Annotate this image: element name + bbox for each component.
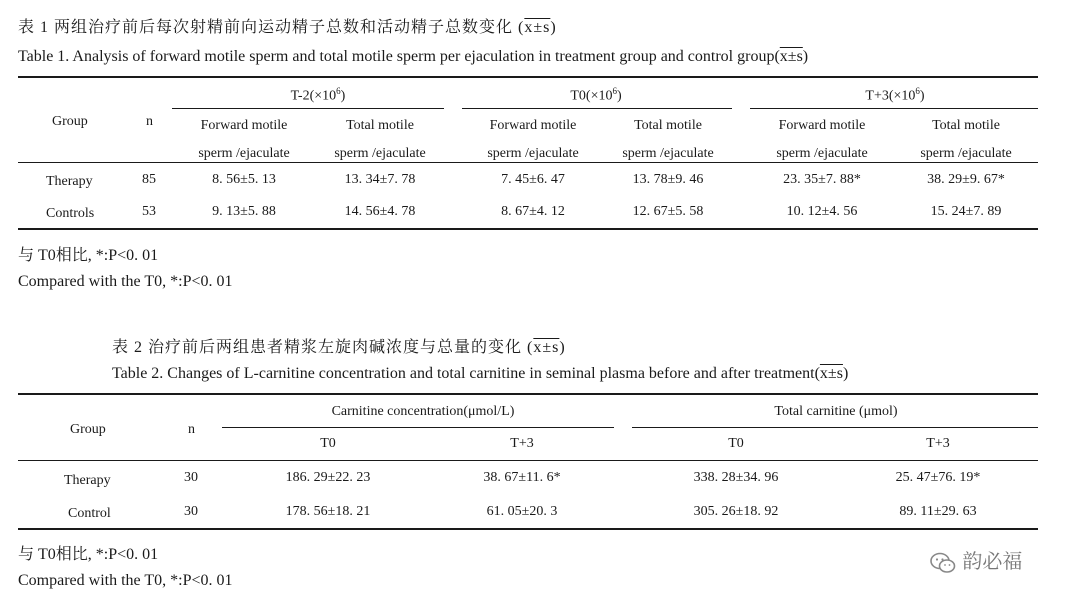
table1-header-rule [18,162,1038,163]
table2-row-n: 30 [184,470,198,485]
table2-sub-t3-a: T+3 [510,436,534,451]
table1-bottom-rule [18,228,1038,230]
wechat-icon [930,549,962,573]
table1-title-cn: 表 1 两组治疗前后每次射精前向运动精子总数和活动精子总数变化 (x±s) [18,19,557,36]
table2-row-n: 30 [184,504,198,519]
table1-cell: 23. 35±7. 88* [783,172,861,187]
table1-row-n: 53 [142,204,156,219]
table1-period-t3: $T+3(\times 10^6)$ [865,86,925,104]
table2-cell: 178. 56±18. 21 [285,504,371,519]
table1-span-rule-2 [462,108,732,109]
table1-sub-tot-3b: sperm /ejaculate [920,146,1012,161]
table1-cell: 14. 56±4. 78 [344,204,416,219]
table1-sub-fwd-2: Forward motile [489,118,577,133]
table2-title-cn: 表 2 治疗前后两组患者精浆左旋肉碱浓度与总量的变化 (x±s) [112,339,566,356]
table2-span-rule-2 [632,427,1038,428]
table1-sub-tot-2: Total motile [634,118,702,133]
table1-cell: 7. 45±6. 47 [501,172,565,187]
table2-bottom-rule [18,528,1038,530]
table1-col-group: Group [52,114,88,129]
table2-cell: 38. 67±11. 6* [483,470,561,485]
table1-cell: 8. 56±5. 13 [212,172,276,187]
table1-note-cn: 与 T0相比, *:P<0. 01 [18,247,159,264]
table2-row-group: Control [68,506,111,521]
table1-sub-tot-1: Total motile [346,118,414,133]
table1-cell: 8. 67±4. 12 [501,204,565,219]
table2-head-conc: Carnitine concentration(μmol/L) [331,404,515,419]
table2-cell: 186. 29±22. 23 [285,470,371,485]
table1-sub-fwd-3b: sperm /ejaculate [776,146,868,161]
table2-header-rule [18,460,1038,461]
table1-note-en: Compared with the T0, *:P<0. 01 [18,273,233,290]
table1-row-n: 85 [142,172,156,187]
table1-cell: 12. 67±5. 58 [632,204,704,219]
table1-period-t0: $T0(\times 10^6)$ [570,86,622,104]
table2-col-group: Group [70,422,106,437]
table2-note-en: Compared with the T0, *:P<0. 01 [18,572,233,589]
table2-sub-t0-b: T0 [728,436,744,451]
table2-head-total: Total carnitine (μmol) [774,404,898,419]
table2-row-group: Therapy [64,473,111,488]
table1-sub-fwd-1b: sperm /ejaculate [198,146,290,161]
table1-period-t-2: $T-2(\times 10^6)$ [290,86,346,104]
table2-top-rule [18,393,1038,395]
table1-row-group: Controls [46,206,95,221]
table2-note-cn: 与 T0相比, *:P<0. 01 [18,546,159,563]
table1-sub-fwd-2b: sperm /ejaculate [487,146,579,161]
table1-span-rule-3 [750,108,1038,109]
table1-cell: 15. 24±7. 89 [930,204,1002,219]
table1-cell: 10. 12±4. 56 [786,204,858,219]
table2-cell: 338. 28±34. 96 [693,470,779,485]
table1-col-n: n [146,114,153,129]
table1-cell: 13. 34±7. 78 [344,172,416,187]
watermark-text: 韵必福 [962,549,1023,573]
table2-sub-t0-a: T0 [320,436,336,451]
table1-cell: 9. 13±5. 88 [212,204,276,219]
table1-top-rule [18,76,1038,78]
table1-title-en: Table 1. Analysis of forward motile sperm and total motile sperm per ejaculation in treatment group and control group(x±s) [18,48,809,65]
table1-span-rule-1 [172,108,444,109]
table1-cell: 38. 29±9. 67* [927,172,1005,187]
table1-sub-tot-2b: sperm /ejaculate [622,146,714,161]
watermark [930,545,1022,574]
table2-cell: 305. 26±18. 92 [693,504,779,519]
table1-row-group: Therapy [46,174,93,189]
table2-title-en: Table 2. Changes of L-carnitine concentration and total carnitine in seminal plasma before and after treatment(x±s) [112,365,849,382]
table2-cell: 61. 05±20. 3 [486,504,558,519]
table2-cell: 25. 47±76. 19* [895,470,981,485]
table2-span-rule-1 [222,427,614,428]
table2-cell: 89. 11±29. 63 [899,504,977,519]
table2-col-n: n [188,422,195,437]
table1-sub-fwd-3: Forward motile [778,118,866,133]
table1-sub-tot-3: Total motile [932,118,1000,133]
table1-sub-tot-1b: sperm /ejaculate [334,146,426,161]
table2-sub-t3-b: T+3 [926,436,950,451]
table1-sub-fwd-1: Forward motile [200,118,288,133]
table1-cell: 13. 78±9. 46 [632,172,704,187]
